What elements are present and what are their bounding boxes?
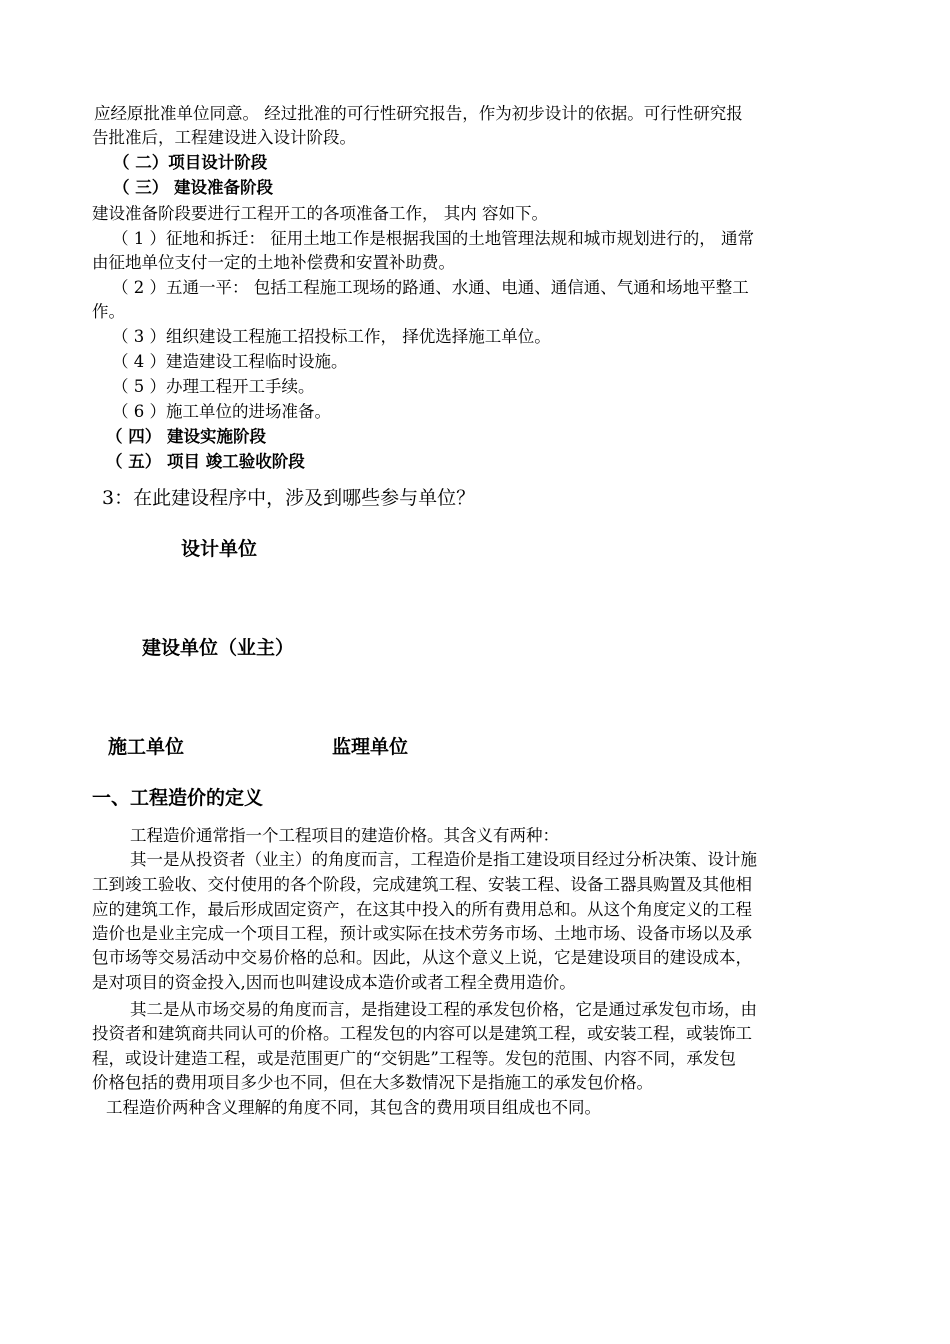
section-heading: （ 二）项目设计阶段 [113,153,268,172]
text-line: 工到竣工验收、交付使用的各个阶段，完成建筑工程、安装工程、设备工器具购置及其他相 [92,875,752,894]
text-line: 应的建筑工作，最后形成固定资产，在这其中投入的所有费用总和。从这个角度定义的工程 [92,900,752,919]
chapter-heading: 一、工程造价的定义 [92,787,264,809]
text-line: 告批准后，工程建设进入设计阶段。 [92,128,356,147]
text-line: 建设准备阶段要进行工程开工的各项准备工作， 其内 容如下。 [92,204,548,223]
text-line: 应经原批准单位同意。 经过批准的可行性研究报告，作为初步设计的依据。可行性研究报 [94,104,743,123]
text-line: 其一是从投资者（业主）的角度而言，工程造价是指工建设项目经过分析决策、设计施 [130,850,757,869]
participant-owner: 建设单位（业主） [142,637,295,659]
text-line: （ 2 ）五通一平： 包括工程施工现场的路通、水通、电通、通信通、气通和场地平整工 [112,278,749,297]
text-line: 其二是从市场交易的角度而言，是指建设工程的承发包价格，它是通过承发包市场，由 [130,1000,757,1019]
text-line: 程，或设计建造工程，或是范围更广的“交钥匙”工程等。发包的范围、内容不同，承发包 [92,1049,736,1068]
text-line: 由征地单位支付一定的土地补偿费和安置补助费。 [92,253,455,272]
list-item: （ 4 ）建造建设工程临时设施。 [112,352,348,371]
participant-design: 设计单位 [181,538,258,560]
section-heading: （ 四） 建设实施阶段 [106,427,266,446]
list-item: （ 6 ）施工单位的进场准备。 [112,402,331,421]
section-heading: （ 五） 项目 竣工验收阶段 [106,452,305,471]
section-heading: （ 三） 建设准备阶段 [113,178,273,197]
text-line: （ 1 ）征地和拆迁： 征用土地工作是根据我国的土地管理法规和城市规划进行的， 通常 [112,229,754,248]
text-line: 工程造价两种含义理解的角度不同，其包含的费用项目组成也不同。 [106,1098,601,1117]
list-item: （ 3 ）组织建设工程施工招投标工作， 择优选择施工单位。 [112,327,551,346]
participant-construction: 施工单位 [108,736,185,758]
text-line: 造价也是业主完成一个项目工程，预计或实际在技术劳务市场、土地市场、设备市场以及承 [92,924,752,943]
list-item: （ 5 ）办理工程开工手续。 [112,377,315,396]
text-line: 价格包括的费用项目多少也不同，但在大多数情况下是指施工的承发包价格。 [92,1073,653,1092]
text-line: 是对项目的资金投入,因而也叫建设成本造价或者工程全费用造价。 [92,973,576,992]
question-line: 3：在此建设程序中，涉及到哪些参与单位？ [102,487,476,509]
text-line: 投资者和建筑商共同认可的价格。工程发包的内容可以是建筑工程，或安装工程，或装饰工 [92,1024,752,1043]
text-line: 包市场等交易活动中交易价格的总和。因此，从这个意义上说，它是建设项目的建设成本， [92,948,752,967]
text-line: 作。 [92,302,125,321]
text-line: 工程造价通常指一个工程项目的建造价格。其含义有两种： [130,826,559,845]
participant-supervision: 监理单位 [332,736,409,758]
